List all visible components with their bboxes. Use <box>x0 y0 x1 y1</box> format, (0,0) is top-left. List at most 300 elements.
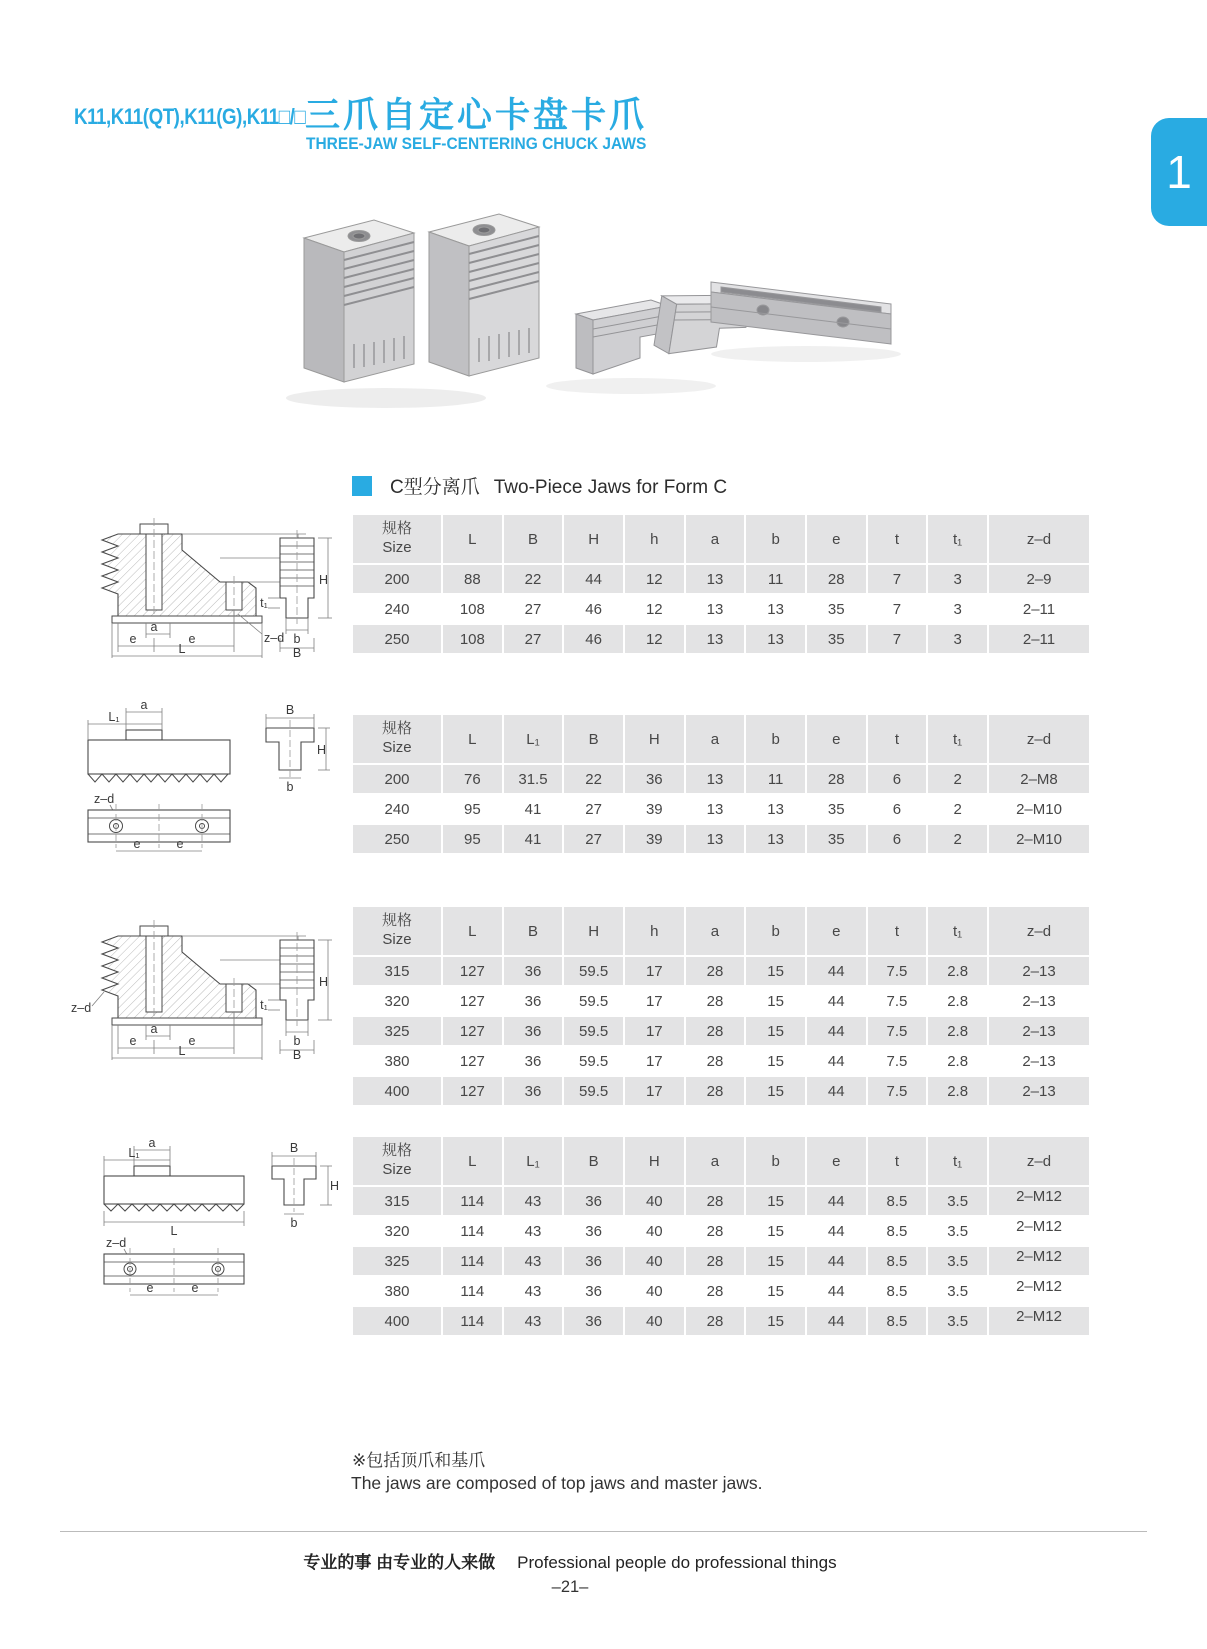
table-cell: 13 <box>686 595 745 623</box>
dimension-label: e <box>129 632 137 646</box>
dimension-label: a <box>148 1138 156 1150</box>
table-cell: 200 <box>353 765 441 793</box>
table-cell: 15 <box>746 1047 805 1075</box>
table-cell: 28 <box>807 765 866 793</box>
table-cell: 13 <box>686 765 745 793</box>
table-cell: 15 <box>746 1077 805 1105</box>
table-cell: 28 <box>686 1047 745 1075</box>
table-cell: 35 <box>807 595 866 623</box>
footer-slogan-cn: 专业的事 由专业的人来做 <box>303 1553 496 1572</box>
product-photo <box>266 186 906 441</box>
table-cell: 8.5 <box>868 1247 927 1275</box>
table-cell: 59.5 <box>564 1047 623 1075</box>
table-cell: 44 <box>807 957 866 985</box>
table-cell: 43 <box>504 1217 563 1245</box>
dimension-label: b <box>290 1216 298 1230</box>
dimension-label: z–d <box>94 792 115 806</box>
table-cell: 108 <box>443 625 502 653</box>
table-cell: 7.5 <box>868 1047 927 1075</box>
table-cell: 28 <box>686 1277 745 1305</box>
table-cell: 400 <box>353 1077 441 1105</box>
column-header: e <box>807 515 866 563</box>
table-cell: 15 <box>746 1017 805 1045</box>
table-cell: 41 <box>504 825 563 853</box>
table-cell: 380 <box>353 1047 441 1075</box>
dimension-label: H <box>319 975 329 989</box>
note-cn: ※包括顶爪和基爪 <box>352 1451 486 1470</box>
jaw-drawing-top-jaw-small <box>70 510 335 658</box>
table-cell: 240 <box>353 795 441 823</box>
table-cell: 7 <box>868 595 927 623</box>
table-cell: 36 <box>625 765 684 793</box>
table-cell: 28 <box>686 1247 745 1275</box>
table-cell: 320 <box>353 987 441 1015</box>
table-cell: 2–11 <box>989 595 1089 623</box>
table-cell: 36 <box>564 1187 623 1215</box>
column-header-size: 规格 Size <box>353 1137 441 1185</box>
table-cell: 15 <box>746 1217 805 1245</box>
table-row <box>353 825 1089 853</box>
table-cell: 31.5 <box>504 765 563 793</box>
table-cell: 59.5 <box>564 1077 623 1105</box>
column-header: t <box>868 907 927 955</box>
dimension-label: e <box>188 1034 196 1048</box>
note-en: The jaws are composed of top jaws and master jaws. <box>351 1473 763 1493</box>
table-cell: 2–M12 <box>989 1247 1089 1275</box>
table-cell: 2–M8 <box>989 765 1089 793</box>
table-row <box>353 795 1089 823</box>
table-cell: 3.5 <box>928 1307 987 1335</box>
table-cell: 2.8 <box>928 987 987 1015</box>
table-row <box>353 1247 1089 1275</box>
spec-table-large-master-jaw <box>351 1135 1091 1337</box>
footer-slogan <box>0 1548 1140 1573</box>
table-cell: 13 <box>746 825 805 853</box>
product-photo-illustration <box>266 186 906 436</box>
table-cell: 36 <box>564 1217 623 1245</box>
table-row <box>353 565 1089 593</box>
table-cell: 2.8 <box>928 1047 987 1075</box>
table-cell: 27 <box>564 825 623 853</box>
dimension-label: L₁ <box>128 1146 140 1160</box>
table-cell: 44 <box>807 1277 866 1305</box>
table-row <box>353 1307 1089 1335</box>
column-header: L₁ <box>504 1137 563 1185</box>
table-cell: 6 <box>868 795 927 823</box>
column-header: e <box>807 907 866 955</box>
table-cell: 44 <box>807 1307 866 1335</box>
column-header: t <box>868 715 927 763</box>
table-cell: 12 <box>625 565 684 593</box>
table-cell: 7.5 <box>868 1017 927 1045</box>
table-row <box>353 1017 1089 1045</box>
dimension-label: t₁ <box>260 596 268 610</box>
table-cell: 2–M12 <box>989 1217 1089 1245</box>
table-cell: 13 <box>746 595 805 623</box>
table-cell: 7 <box>868 565 927 593</box>
column-header: b <box>746 715 805 763</box>
dimension-label: a <box>140 698 148 712</box>
table-cell: 127 <box>443 957 502 985</box>
table-cell: 27 <box>504 595 563 623</box>
table-cell: 114 <box>443 1277 502 1305</box>
table-cell: 13 <box>686 825 745 853</box>
table-cell: 40 <box>625 1187 684 1215</box>
table-cell: 27 <box>504 625 563 653</box>
table-cell: 27 <box>564 795 623 823</box>
table-cell: 127 <box>443 1047 502 1075</box>
dimension-label: L₁ <box>108 710 120 724</box>
table-cell: 13 <box>686 795 745 823</box>
dimension-label: B <box>285 703 295 717</box>
table-cell: 15 <box>746 1307 805 1335</box>
table-cell: 11 <box>746 765 805 793</box>
column-header: z–d <box>989 907 1089 955</box>
section-title-cn: C型分离爪 <box>390 477 480 498</box>
dimension-label: z–d <box>106 1236 127 1250</box>
table-cell: 15 <box>746 1247 805 1275</box>
dimension-label: H <box>317 743 327 757</box>
table-cell: 12 <box>625 625 684 653</box>
column-header: h <box>625 907 684 955</box>
page-title-en: THREE-JAW SELF-CENTERING CHUCK JAWS <box>306 135 647 153</box>
dimension-label: b <box>293 632 301 646</box>
table-cell: 13 <box>746 795 805 823</box>
table-cell: 325 <box>353 1247 441 1275</box>
table-cell: 15 <box>746 1277 805 1305</box>
table-cell: 400 <box>353 1307 441 1335</box>
table-cell: 108 <box>443 595 502 623</box>
table-row <box>353 625 1089 653</box>
table-cell: 127 <box>443 1077 502 1105</box>
page-title-cn: 三爪自定心卡盘卡爪 <box>305 96 648 135</box>
dimension-label: e <box>146 1281 154 1295</box>
table-row <box>353 1187 1089 1215</box>
dimension-label: z–d <box>71 1001 92 1015</box>
table-cell: 36 <box>504 1047 563 1075</box>
table-cell: 43 <box>504 1277 563 1305</box>
table-cell: 2.8 <box>928 1077 987 1105</box>
dimension-label: L <box>178 1044 186 1058</box>
table-cell: 44 <box>807 1217 866 1245</box>
table-cell: 13 <box>746 625 805 653</box>
table-cell: 380 <box>353 1277 441 1305</box>
page-number: –21– <box>551 1578 589 1596</box>
column-header: B <box>564 1137 623 1185</box>
column-header: t <box>868 1137 927 1185</box>
column-header: a <box>686 907 745 955</box>
dimension-label: H <box>319 573 329 587</box>
table-cell: 12 <box>625 595 684 623</box>
column-header-size: 规格 Size <box>353 907 441 955</box>
column-header: h <box>625 515 684 563</box>
dimension-label: L <box>170 1224 178 1238</box>
column-header: b <box>746 1137 805 1185</box>
table-cell: 28 <box>686 987 745 1015</box>
table-cell: 315 <box>353 1187 441 1215</box>
jaw-drawing-master-jaw-small <box>70 698 335 860</box>
table-cell: 3.5 <box>928 1247 987 1275</box>
table-cell: 2–13 <box>989 1017 1089 1045</box>
dimension-label: e <box>188 632 196 646</box>
jaw-drawing-master-jaw-large <box>92 1138 340 1303</box>
table-cell: 28 <box>686 1187 745 1215</box>
table-cell: 2 <box>928 825 987 853</box>
table-cell: 2–M10 <box>989 825 1089 853</box>
dimension-label: e <box>133 837 141 851</box>
chapter-tab <box>1151 118 1207 226</box>
table-cell: 15 <box>746 957 805 985</box>
spec-table-small-master-jaw <box>351 713 1091 855</box>
table-cell: 127 <box>443 1017 502 1045</box>
column-header: L <box>443 1137 502 1185</box>
table-cell: 315 <box>353 957 441 985</box>
table-cell: 15 <box>746 1187 805 1215</box>
table-cell: 8.5 <box>868 1187 927 1215</box>
table-cell: 44 <box>807 987 866 1015</box>
table-cell: 36 <box>504 1017 563 1045</box>
table-cell: 59.5 <box>564 1017 623 1045</box>
column-header: a <box>686 515 745 563</box>
dimension-label: z–d <box>264 631 285 645</box>
table-cell: 3.5 <box>928 1277 987 1305</box>
table-cell: 250 <box>353 625 441 653</box>
column-header: L <box>443 715 502 763</box>
table-cell: 15 <box>746 987 805 1015</box>
column-header: B <box>504 515 563 563</box>
table-cell: 36 <box>504 987 563 1015</box>
column-header: e <box>807 715 866 763</box>
table-cell: 44 <box>807 1047 866 1075</box>
column-header-size: 规格 Size <box>353 515 441 563</box>
dimension-label: e <box>191 1281 199 1295</box>
column-header: B <box>564 715 623 763</box>
table-cell: 28 <box>686 957 745 985</box>
table-cell: 325 <box>353 1017 441 1045</box>
table-cell: 44 <box>807 1017 866 1045</box>
header-row <box>353 907 1089 955</box>
dimension-label: e <box>129 1034 137 1048</box>
table-cell: 7.5 <box>868 987 927 1015</box>
table-cell: 320 <box>353 1217 441 1245</box>
column-header: t <box>868 515 927 563</box>
table-cell: 43 <box>504 1307 563 1335</box>
table-cell: 40 <box>625 1307 684 1335</box>
table-cell: 2 <box>928 795 987 823</box>
section-title <box>390 472 727 499</box>
table-cell: 95 <box>443 795 502 823</box>
table-cell: 2 <box>928 765 987 793</box>
table-cell: 114 <box>443 1217 502 1245</box>
table-cell: 36 <box>564 1247 623 1275</box>
column-header: z–d <box>989 1137 1089 1185</box>
column-header: H <box>564 907 623 955</box>
table-cell: 114 <box>443 1247 502 1275</box>
table-cell: 40 <box>625 1217 684 1245</box>
table-cell: 17 <box>625 987 684 1015</box>
table-cell: 36 <box>564 1307 623 1335</box>
dimension-label: B <box>289 1141 299 1155</box>
table-cell: 40 <box>625 1247 684 1275</box>
dimension-label: H <box>330 1179 340 1193</box>
table-cell: 46 <box>564 595 623 623</box>
header-row <box>353 1137 1089 1185</box>
table-cell: 2–M10 <box>989 795 1089 823</box>
column-header: t₁ <box>928 515 987 563</box>
table-cell: 2–13 <box>989 1077 1089 1105</box>
table-cell: 17 <box>625 1047 684 1075</box>
model-code: K11,K11(QT),K11(G),K11□/□ <box>74 104 306 129</box>
table-cell: 3.5 <box>928 1217 987 1245</box>
footer-divider <box>60 1531 1147 1532</box>
table-cell: 3.5 <box>928 1187 987 1215</box>
column-header: B <box>504 907 563 955</box>
table-cell: 22 <box>504 565 563 593</box>
table-cell: 40 <box>625 1277 684 1305</box>
column-header: b <box>746 515 805 563</box>
table-cell: 43 <box>504 1187 563 1215</box>
table-cell: 6 <box>868 765 927 793</box>
dimension-label: b <box>286 780 294 794</box>
table-row <box>353 1217 1089 1245</box>
table-cell: 17 <box>625 1077 684 1105</box>
table-cell: 35 <box>807 625 866 653</box>
dimension-label: t₁ <box>260 998 268 1012</box>
column-header: a <box>686 715 745 763</box>
column-header: L₁ <box>504 715 563 763</box>
column-header: L <box>443 515 502 563</box>
table-cell: 43 <box>504 1247 563 1275</box>
table-cell: 8.5 <box>868 1217 927 1245</box>
column-header: z–d <box>989 515 1089 563</box>
column-header: a <box>686 1137 745 1185</box>
table-cell: 8.5 <box>868 1307 927 1335</box>
table-cell: 36 <box>504 957 563 985</box>
column-header: L <box>443 907 502 955</box>
table-cell: 39 <box>625 825 684 853</box>
dimension-label: e <box>176 837 184 851</box>
column-header: t₁ <box>928 715 987 763</box>
dimension-label: a <box>150 620 158 634</box>
table-row <box>353 957 1089 985</box>
table-cell: 17 <box>625 1017 684 1045</box>
table-cell: 7.5 <box>868 1077 927 1105</box>
table-cell: 35 <box>807 825 866 853</box>
table-cell: 2–M12 <box>989 1187 1089 1215</box>
table-row <box>353 1047 1089 1075</box>
table-cell: 28 <box>686 1077 745 1105</box>
table-cell: 13 <box>686 565 745 593</box>
table-cell: 240 <box>353 595 441 623</box>
table-cell: 2–13 <box>989 957 1089 985</box>
table-cell: 39 <box>625 795 684 823</box>
table-cell: 3 <box>928 625 987 653</box>
jaw-drawing-top-jaw-large <box>70 912 335 1060</box>
spec-table-large-top-jaw <box>351 905 1091 1107</box>
table-cell: 88 <box>443 565 502 593</box>
table-cell: 28 <box>686 1017 745 1045</box>
dimension-label: B <box>292 646 302 658</box>
spec-table-small-top-jaw <box>351 513 1091 655</box>
table-cell: 250 <box>353 825 441 853</box>
section-header <box>352 472 727 499</box>
table-cell: 59.5 <box>564 987 623 1015</box>
table-cell: 2–M12 <box>989 1307 1089 1335</box>
table-cell: 2–M12 <box>989 1277 1089 1305</box>
table-row <box>353 1077 1089 1105</box>
header-row <box>353 515 1089 563</box>
table-cell: 59.5 <box>564 957 623 985</box>
table-cell: 13 <box>686 625 745 653</box>
table-cell: 44 <box>807 1187 866 1215</box>
column-header: H <box>625 1137 684 1185</box>
table-row <box>353 765 1089 793</box>
table-cell: 44 <box>564 565 623 593</box>
table-cell: 127 <box>443 987 502 1015</box>
column-header-size: 规格 Size <box>353 715 441 763</box>
table-cell: 114 <box>443 1307 502 1335</box>
column-header: z–d <box>989 715 1089 763</box>
column-header: t₁ <box>928 1137 987 1185</box>
table-cell: 2–13 <box>989 1047 1089 1075</box>
table-cell: 11 <box>746 565 805 593</box>
table-cell: 36 <box>564 1277 623 1305</box>
table-cell: 2–11 <box>989 625 1089 653</box>
column-header: H <box>564 515 623 563</box>
table-cell: 7.5 <box>868 957 927 985</box>
table-cell: 3 <box>928 595 987 623</box>
footer-slogan-en: Professional people do professional things <box>517 1553 837 1572</box>
table-cell: 3 <box>928 565 987 593</box>
table-cell: 2–13 <box>989 987 1089 1015</box>
table-row <box>353 987 1089 1015</box>
table-cell: 114 <box>443 1187 502 1215</box>
dimension-label: a <box>150 1022 158 1036</box>
column-header: H <box>625 715 684 763</box>
table-cell: 28 <box>686 1217 745 1245</box>
column-header: e <box>807 1137 866 1185</box>
table-cell: 8.5 <box>868 1277 927 1305</box>
header-row <box>353 715 1089 763</box>
table-cell: 41 <box>504 795 563 823</box>
table-cell: 17 <box>625 957 684 985</box>
table-cell: 200 <box>353 565 441 593</box>
dimension-label: b <box>293 1034 301 1048</box>
table-cell: 22 <box>564 765 623 793</box>
column-header: t₁ <box>928 907 987 955</box>
table-cell: 7 <box>868 625 927 653</box>
table-cell: 2–9 <box>989 565 1089 593</box>
table-cell: 44 <box>807 1077 866 1105</box>
section-marker-icon <box>352 476 372 496</box>
table-row <box>353 595 1089 623</box>
table-cell: 35 <box>807 795 866 823</box>
table-cell: 76 <box>443 765 502 793</box>
section-title-en: Two-Piece Jaws for Form C <box>493 477 728 498</box>
dimension-label: L <box>178 642 186 656</box>
table-cell: 28 <box>686 1307 745 1335</box>
table-cell: 6 <box>868 825 927 853</box>
table-cell: 44 <box>807 1247 866 1275</box>
table-cell: 46 <box>564 625 623 653</box>
table-row <box>353 1277 1089 1305</box>
column-header: b <box>746 907 805 955</box>
table-cell: 36 <box>504 1077 563 1105</box>
chapter-tab-number: 1 <box>1166 146 1192 198</box>
table-cell: 95 <box>443 825 502 853</box>
dimension-label: B <box>292 1048 302 1060</box>
table-cell: 2.8 <box>928 1017 987 1045</box>
